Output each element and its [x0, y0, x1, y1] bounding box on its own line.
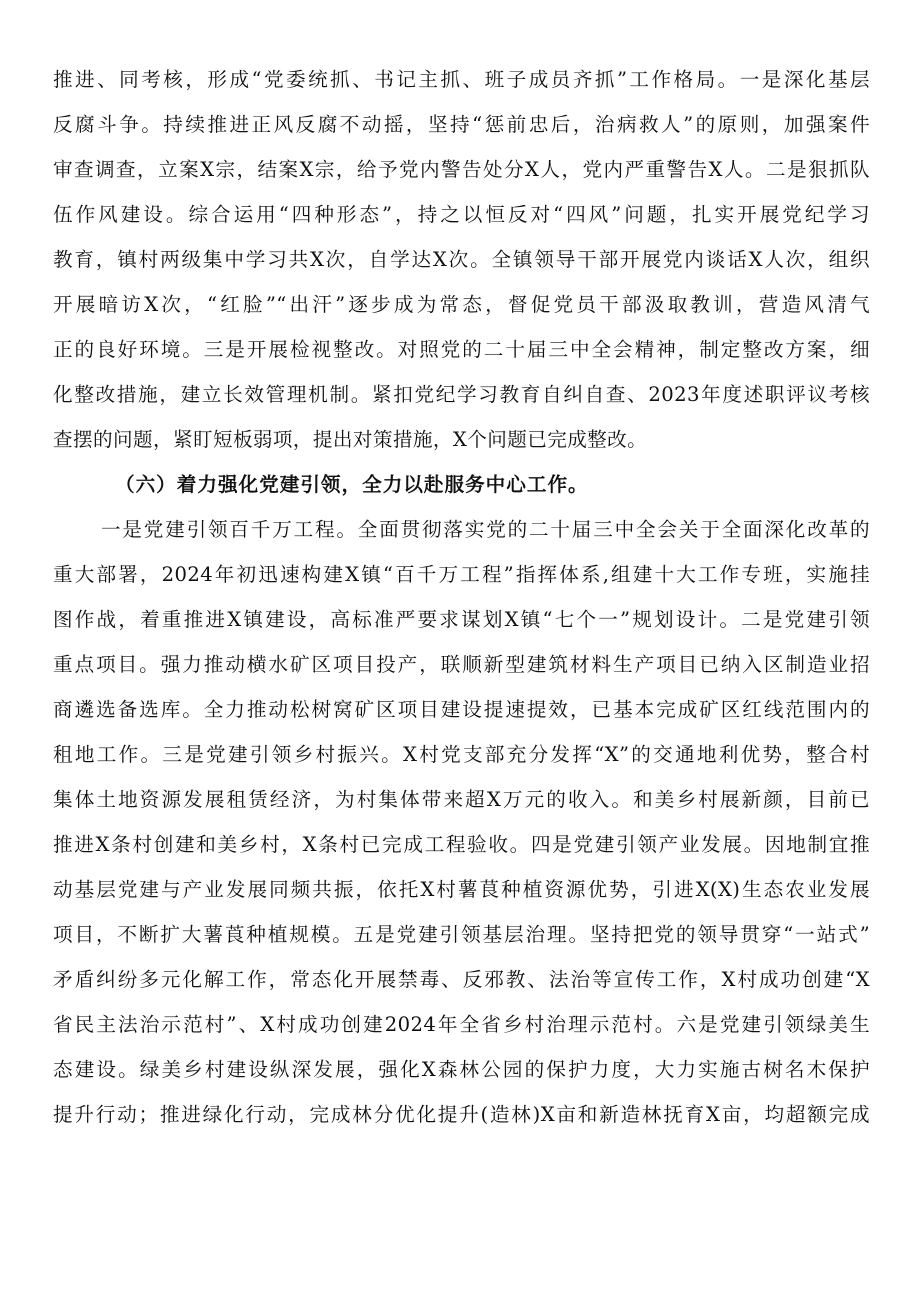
paragraph-discipline	[53, 57, 870, 462]
text-line: 图作战，着重推进X镇建设，高标准严要求谋划X镇“七个一”规划设计。二是党建引领	[53, 608, 870, 631]
text-line: 查摆的问题，紧盯短板弱项，提出对策措施，X个问题已完成整改。	[53, 428, 648, 451]
text-line: 正的良好环境。三是开展检视整改。对照党的二十届三中全会精神，制定整改方案，细	[53, 338, 870, 361]
text-line: 反腐斗争。持续推进正风反腐不动摇，坚持“惩前忠后，治病救人”的原则，加强案件	[53, 113, 870, 136]
section-heading: （六）着力强化党建引领，全力以赴服务中心工作。	[115, 473, 589, 496]
text-line: 重大部署，2024年初迅速构建X镇“百千万工程”指挥体系,组建十大工作专班，实施挂	[53, 563, 870, 586]
text-line: 伍作风建设。综合运用“四种形态”，持之以恒反对“四风”问题，扎实开展党纪学习	[53, 203, 870, 226]
text-line: 租地工作。三是党建引领乡村振兴。X村党支部充分发挥“X”的交通地利优势，整合村	[53, 743, 870, 766]
text-line: 推进、同考核，形成“党委统抓、书记主抓、班子成员齐抓”工作格局。一是深化基层	[53, 68, 870, 91]
text-line: 化整改措施，建立长效管理机制。紧扣党纪学习教育自纠自查、2023年度述职评议考核	[53, 383, 870, 406]
text-line: 开展暗访X次，“红脸”“出汗”逐步成为常态，督促党员干部汲取教训，营造风清气	[53, 293, 870, 316]
text-line: 动基层党建与产业发展同频共振，依托X村薯茛种植资源优势，引进X(X)生态农业发展	[53, 878, 870, 901]
text-line: 推进X条村创建和美乡村，X条村已完成工程验收。四是党建引领产业发展。因地制宜推	[53, 833, 870, 856]
text-line: 项目，不断扩大薯莨种植规模。五是党建引领基层治理。坚持把党的领导贯穿“一站式”	[53, 923, 870, 946]
text-line: 矛盾纠纷多元化解工作，常态化开展禁毒、反邪教、法治等宣传工作，X村成功创建“X	[53, 968, 870, 991]
text-line: 重点项目。强力推动横水矿区项目投产，联顺新型建筑材料生产项目已纳入区制造业招	[53, 653, 870, 676]
paragraph-party-building	[53, 507, 870, 1137]
text-line: 教育，镇村两级集中学习共X次，自学达X次。全镇领导干部开展党内谈话X人次，组织	[53, 248, 870, 271]
text-line: 省民主法治示范村”、X村成功创建2024年全省乡村治理示范村。六是党建引领绿美生	[53, 1013, 870, 1036]
text-line: 态建设。绿美乡村建设纵深发展，强化X森林公园的保护力度，大力实施古树名木保护	[53, 1058, 870, 1081]
text-line: 提升行动；推进绿化行动，完成林分优化提升(造林)X亩和新造林抚育X亩，均超额完成	[53, 1103, 870, 1126]
text-line: 审查调查，立案X宗，结案X宗，给予党内警告处分X人，党内严重警告X人。二是狠抓队	[53, 158, 870, 181]
text-line: 一是党建引领百千万工程。全面贯彻落实党的二十届三中全会关于全面深化改革的	[101, 518, 870, 541]
text-line: 集体土地资源发展租赁经济，为村集体带来超X万元的收入。和美乡村展新颜，目前已	[53, 788, 870, 811]
text-line: 商遴选备选库。全力推动松树窝矿区项目建设提速提效，已基本完成矿区红线范围内的	[53, 698, 870, 721]
